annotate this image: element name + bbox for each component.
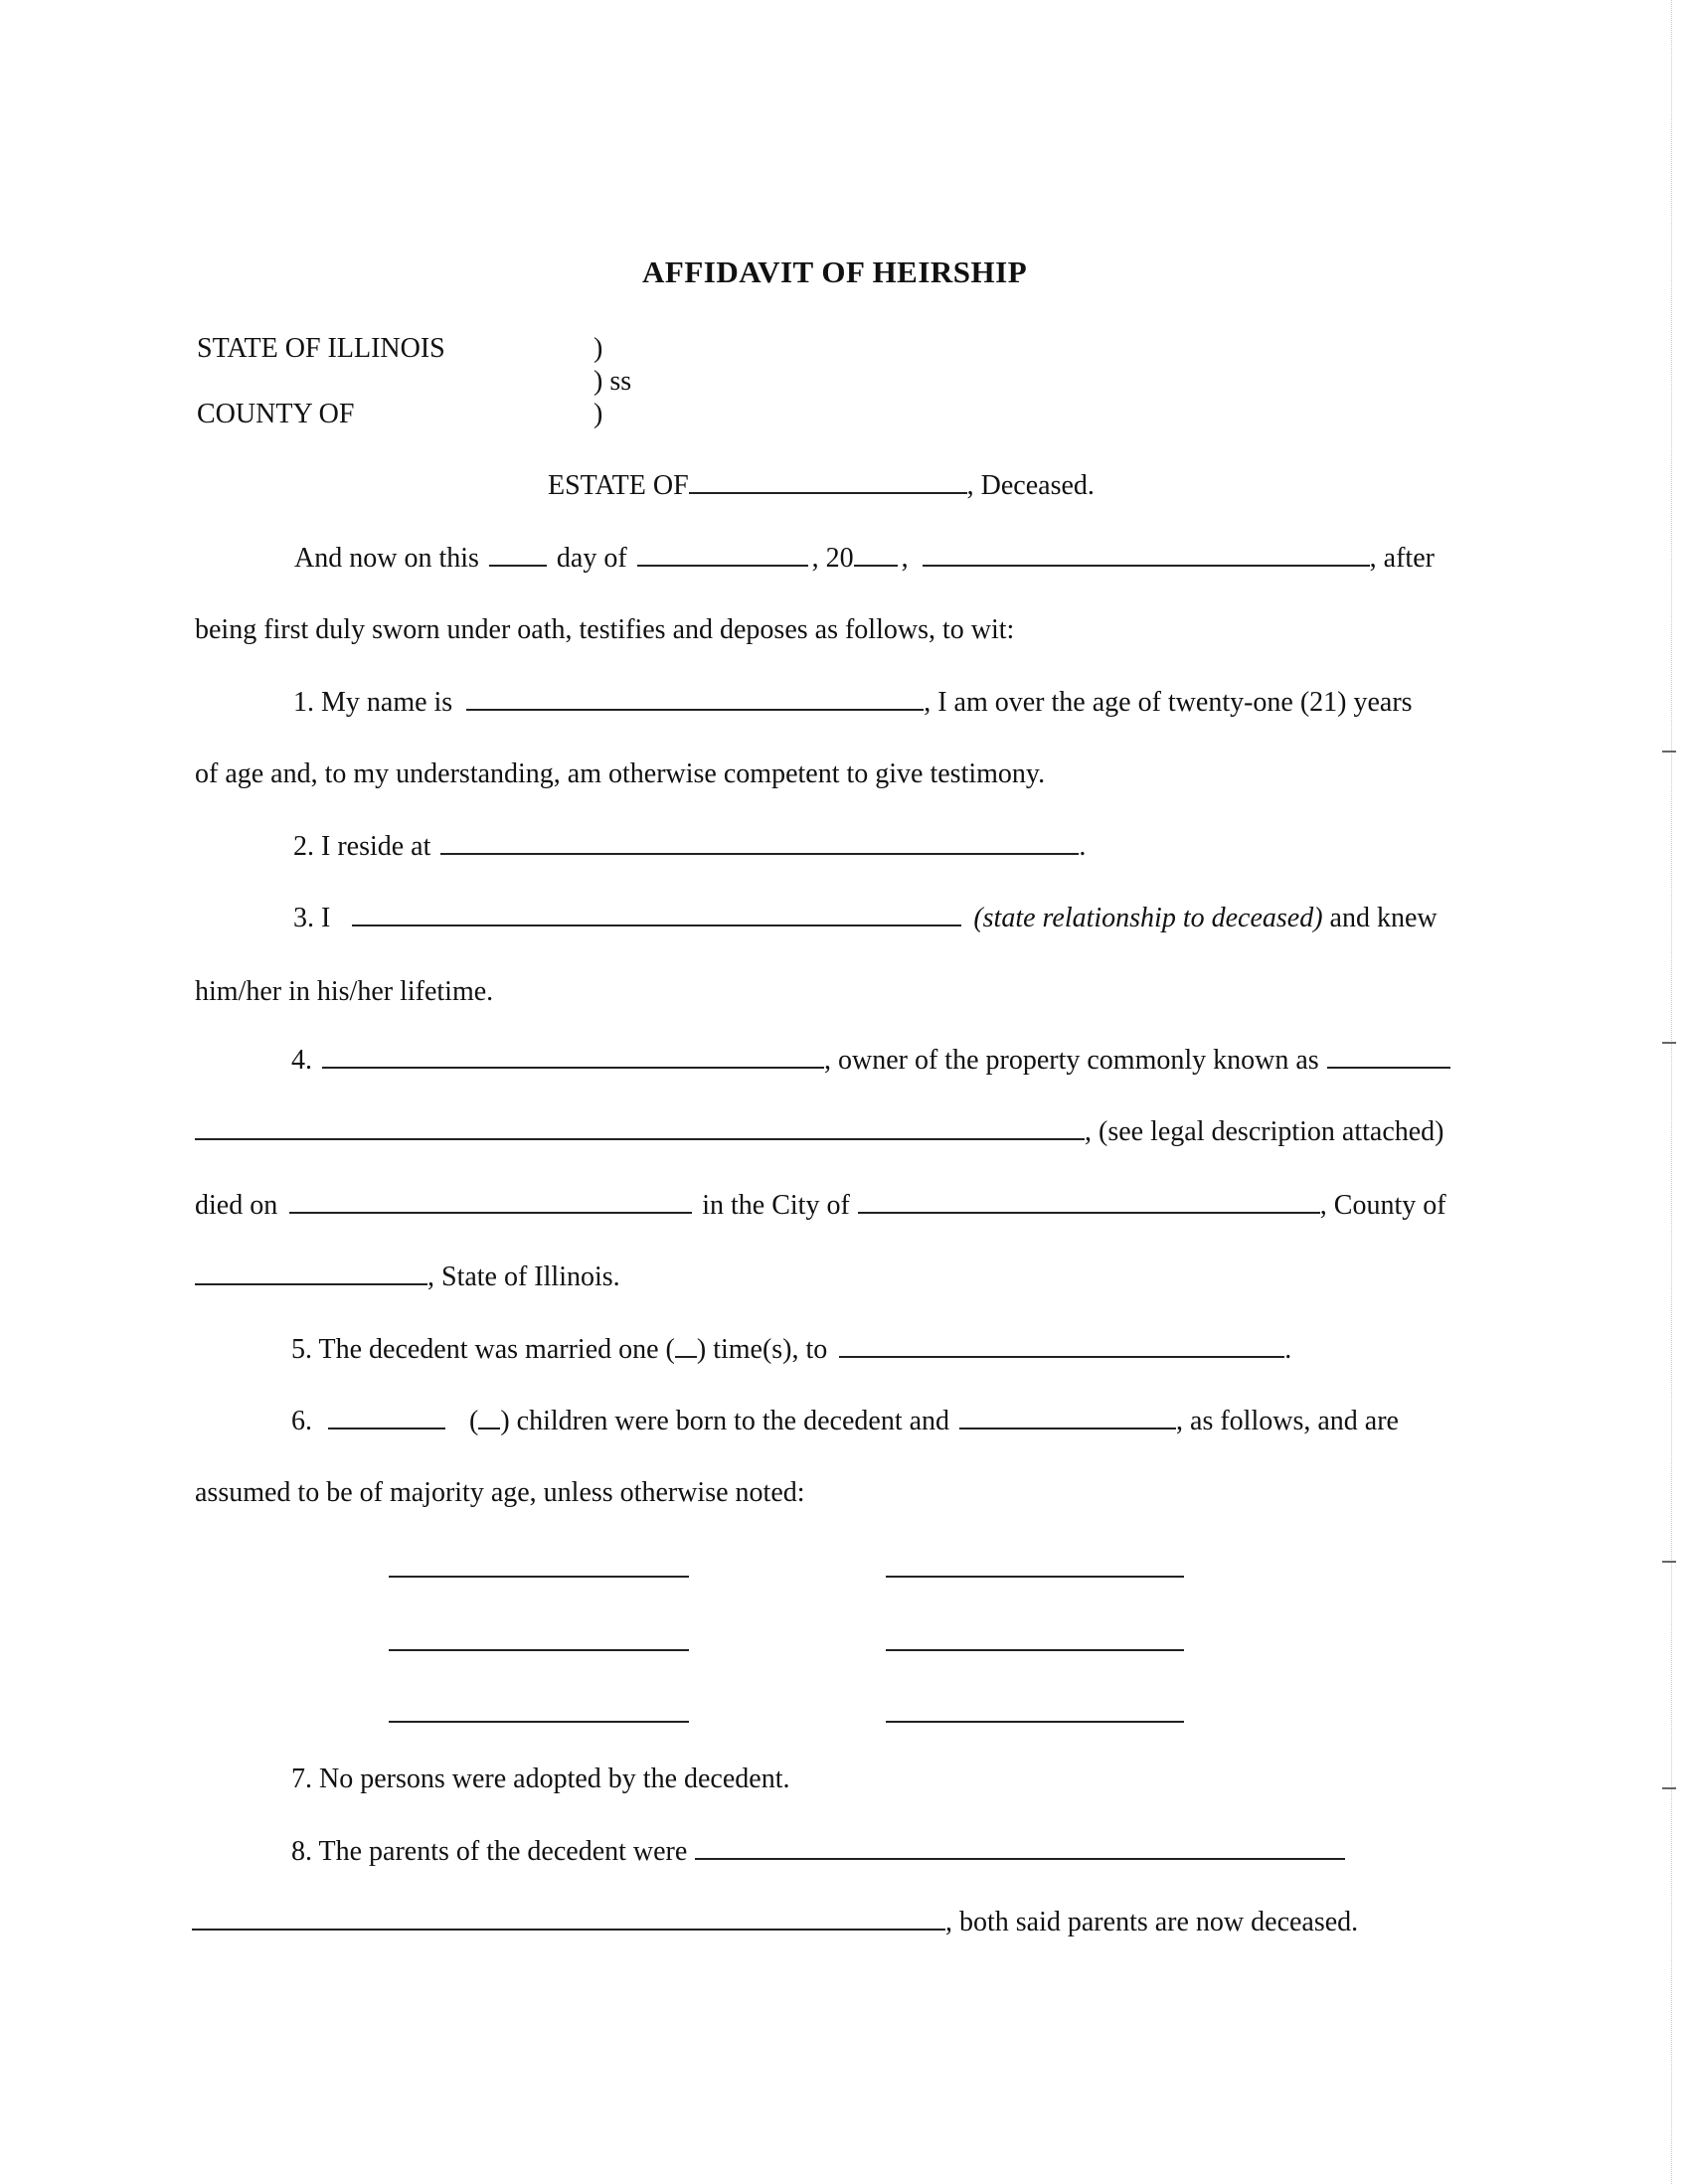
item-3-line-2: him/her in his/her lifetime. (195, 976, 494, 1007)
item-text: 2. I reside at (293, 831, 431, 862)
scan-tick (1662, 1042, 1676, 1044)
item-text: , I am over the age of twenty-one (21) years (924, 687, 1413, 718)
item-6-line-1 (291, 1408, 1399, 1435)
item-4-line-1 (291, 1047, 1450, 1075)
item-text: , both said parents are now deceased. (945, 1907, 1359, 1937)
parents-names-blank[interactable] (695, 1858, 1345, 1860)
item-6-line-2: assumed to be of majority age, unless otherwise noted: (195, 1477, 805, 1508)
relationship-hint: (state relationship to deceased) (973, 903, 1323, 933)
estate-prefix: ESTATE OF (548, 470, 689, 501)
item-text: ) time(s), to (696, 1334, 828, 1365)
county-label: COUNTY OF (197, 399, 355, 429)
item-3-line-1 (293, 905, 1438, 932)
item-text: 1. My name is (293, 687, 453, 718)
spouse-name-blank[interactable] (839, 1356, 1284, 1358)
item-8-line-1 (291, 1838, 1345, 1866)
intro-text: , after (1369, 543, 1435, 574)
estate-suffix: , Deceased. (966, 470, 1095, 501)
item-text: 8. The parents of the decedent were (291, 1836, 688, 1867)
item-text: 3. I (293, 903, 331, 933)
item-text: and knew (1329, 903, 1438, 933)
item-text: died on (195, 1190, 278, 1221)
venue-paren-top: ) (593, 333, 603, 364)
item-text: . (1284, 1334, 1292, 1365)
children-count-blank[interactable] (478, 1428, 500, 1429)
item-text: , State of Illinois. (427, 1261, 620, 1292)
item-1-line-2: of age and, to my understanding, am otherwise competent to give testimony. (195, 758, 1046, 789)
year-blank[interactable] (854, 565, 898, 567)
state-label: STATE OF ILLINOIS (197, 333, 445, 364)
item-text: in the City of (702, 1190, 850, 1221)
property-address-continued-blank[interactable] (195, 1138, 1085, 1140)
property-address-blank[interactable] (1327, 1067, 1450, 1069)
county-blank[interactable] (195, 1283, 427, 1285)
scan-tick (1662, 751, 1676, 753)
item-text: 4. (291, 1045, 312, 1076)
venue-paren-ss: ) ss (593, 366, 632, 397)
item-7-line: 7. No persons were adopted by the decedent. (291, 1764, 790, 1794)
item-text: , owner of the property commonly known as (824, 1045, 1319, 1076)
decedent-name-blank[interactable] (689, 492, 967, 494)
child-name-blank[interactable] (389, 1649, 689, 1651)
day-blank[interactable] (489, 565, 547, 567)
item-5-line (291, 1336, 1291, 1364)
child-name-blank[interactable] (886, 1649, 1184, 1651)
city-blank[interactable] (858, 1212, 1320, 1214)
item-text: ( (469, 1406, 479, 1436)
intro-text: , (901, 543, 909, 574)
child-name-blank[interactable] (389, 1721, 689, 1723)
scan-tick (1662, 1561, 1676, 1563)
scan-edge (1671, 0, 1672, 2184)
item-4-line-4 (195, 1263, 620, 1291)
item-2-line (293, 833, 1086, 861)
intro-text: And now on this (294, 543, 479, 574)
item-text: . (1079, 831, 1087, 862)
child-name-blank[interactable] (389, 1576, 689, 1578)
item-text: 6. (291, 1406, 312, 1436)
date-of-death-blank[interactable] (289, 1212, 692, 1214)
owner-name-blank[interactable] (322, 1067, 824, 1069)
item-text: , County of (1319, 1190, 1446, 1221)
item-4-line-3 (195, 1192, 1446, 1220)
item-text: 5. The decedent was married one ( (291, 1334, 675, 1365)
month-blank[interactable] (637, 565, 808, 567)
venue-paren-bottom: ) (593, 399, 603, 429)
my-name-blank[interactable] (466, 709, 924, 711)
intro-line-2: being first duly sworn under oath, testifies and deposes as follows, to wit: (195, 614, 1015, 645)
child-name-blank[interactable] (886, 1721, 1184, 1723)
estate-line (548, 472, 1095, 500)
residence-blank[interactable] (440, 853, 1079, 855)
scan-tick (1662, 1787, 1676, 1789)
item-text: , (see legal description attached) (1085, 1116, 1444, 1147)
item-1-line-1 (293, 689, 1413, 717)
item-8-line-2 (192, 1909, 1358, 1936)
relationship-blank[interactable] (352, 924, 961, 926)
item-4-line-2 (195, 1118, 1444, 1146)
intro-text: day of (556, 543, 627, 574)
children-count-words-blank[interactable] (328, 1428, 445, 1429)
marriage-count-blank[interactable] (675, 1356, 697, 1358)
item-text: , as follows, and are (1176, 1406, 1399, 1436)
parents-names-continued-blank[interactable] (192, 1929, 945, 1931)
other-parent-blank[interactable] (959, 1428, 1176, 1429)
intro-text: , 20 (811, 543, 854, 574)
document-title: AFFIDAVIT OF HEIRSHIP (642, 254, 1028, 289)
affiant-name-blank[interactable] (923, 565, 1370, 567)
child-name-blank[interactable] (886, 1576, 1184, 1578)
intro-line-1 (294, 545, 1435, 573)
item-text: ) children were born to the decedent and (500, 1406, 950, 1436)
